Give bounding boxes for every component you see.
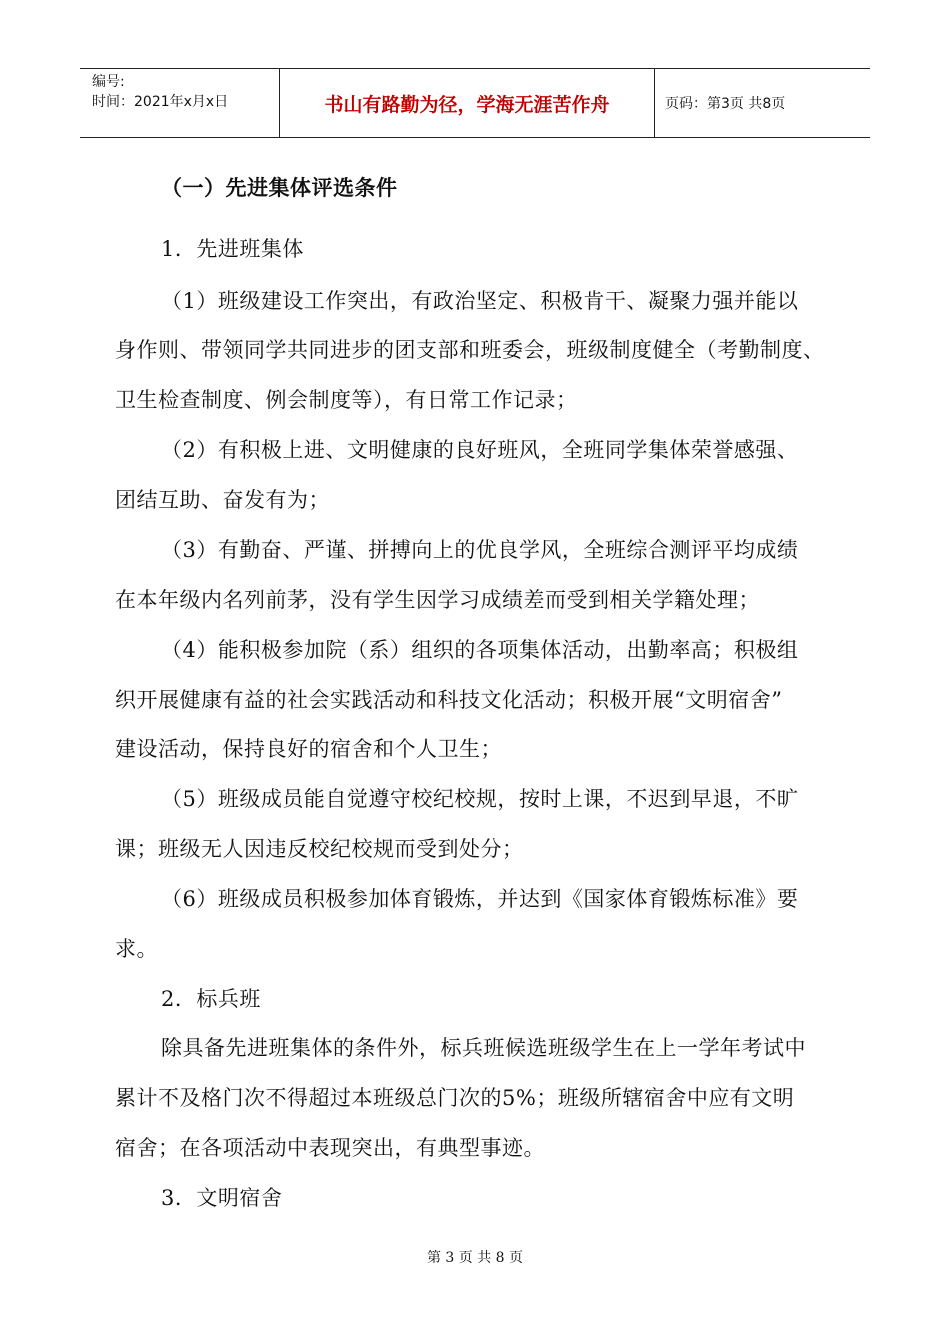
paragraph-line: 宿舍；在各项活动中表现突出，有典型事迹。 <box>115 1136 545 1160</box>
paragraph-line: 累计不及格门次不得超过本班级总门次的5%；班级所辖宿舍中应有文明 <box>115 1086 795 1110</box>
paragraph-line: （4）能积极参加院（系）组织的各项集体活动，出勤率高；积极组 <box>161 638 799 662</box>
paragraph-line: （3）有勤奋、严谨、拼搏向上的优良学风，全班综合测评平均成绩 <box>161 538 799 562</box>
paragraph-line: 在本年级内名列前茅，没有学生因学习成绩差而受到相关学籍处理； <box>115 588 760 612</box>
section-heading: （一）先进集体评选条件 <box>161 176 398 200</box>
page-footer: 第 3 页 共 8 页 <box>426 1250 524 1266</box>
subsection-heading: 3．文明宿舍 <box>161 1186 283 1210</box>
header-motto: 书山有路勤为径，学海无涯苦作舟 <box>280 69 655 137</box>
paragraph-line: 求。 <box>115 937 158 961</box>
header-table <box>80 68 870 138</box>
header-meta-cell <box>80 69 280 137</box>
paragraph-line: 卫生检查制度、例会制度等），有日常工作记录； <box>115 388 578 412</box>
paragraph-line: （5）班级成员能自觉遵守校纪校规，按时上课，不迟到早退，不旷 <box>161 787 799 811</box>
paragraph-line: 织开展健康有益的社会实践活动和科技文化活动；积极开展“文明宿舍” <box>115 688 783 712</box>
paragraph-line: （1）班级建设工作突出，有政治坚定、积极肯干、凝聚力强并能以 <box>161 289 799 313</box>
paragraph-line: 团结互助、奋发有为； <box>115 488 330 512</box>
subsection-heading: 2．标兵班 <box>161 987 261 1011</box>
subsection-heading: 1．先进班集体 <box>161 237 304 261</box>
paragraph-line: 建设活动，保持良好的宿舍和个人卫生； <box>115 737 502 761</box>
header-page-info: 页码：第3页 共8页 <box>665 96 786 112</box>
paragraph-line: 课；班级无人因违反校纪校规而受到处分； <box>115 837 524 861</box>
paragraph-line: 除具备先进班集体的条件外，标兵班候选班级学生在上一学年考试中 <box>161 1036 806 1060</box>
document-time-label: 时间：2021年x月x日 <box>92 94 229 110</box>
paragraph-line: （6）班级成员积极参加体育锻炼，并达到《国家体育锻炼标准》要 <box>161 887 799 911</box>
paragraph-line: 身作则、带领同学共同进步的团支部和班委会，班级制度健全（考勤制度、 <box>115 338 825 362</box>
paragraph-line: （2）有积极上进、文明健康的良好班风，全班同学集体荣誉感强、 <box>161 438 799 462</box>
document-number-label: 编号: <box>92 74 125 90</box>
